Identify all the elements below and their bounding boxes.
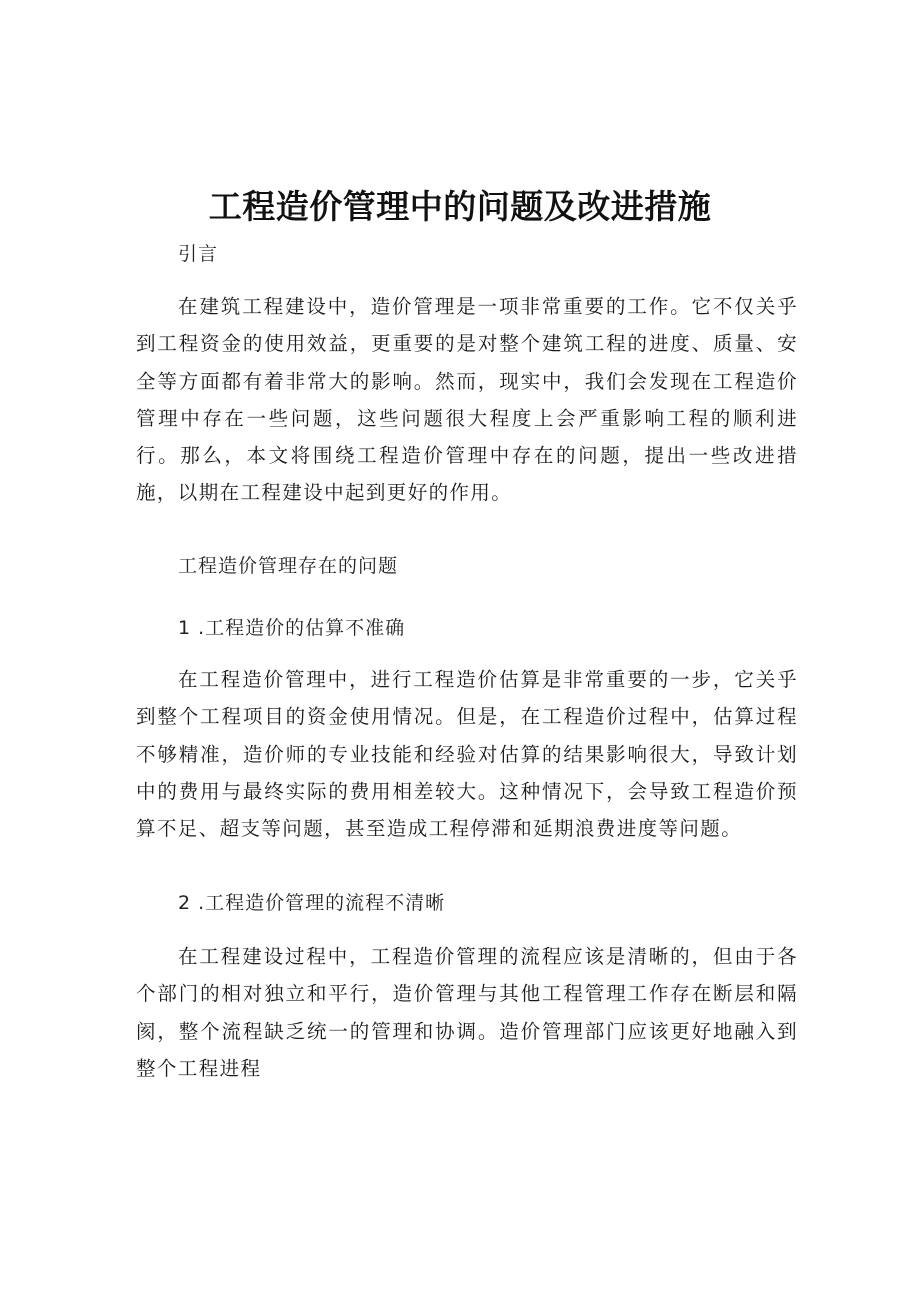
item-2-heading: 2 .工程造价管理的流程不清晰 xyxy=(178,892,446,914)
item-1-heading: 1 .工程造价的估算不准确 xyxy=(178,617,406,639)
section-heading: 工程造价管理存在的问题 xyxy=(178,555,399,577)
item-1-paragraph: 在工程造价管理中，进行工程造价估算是非常重要的一步，它关乎到整个工程项目的资金使用情况。但是，在工程造价过程中，估算过程不够精准，造价师的专业技能和经验对估算的结果影响很大，导致计划中的费用与最终实际的费用相差较大。这种情况下，会导致工程造价预算不足、超支等问题，甚至造成工程停滞和延期浪费进度等问题。 xyxy=(136,668,798,841)
intro-heading: 引言 xyxy=(178,243,219,265)
document-title: 工程造价管理中的问题及改进措施 xyxy=(208,187,712,226)
item-2-paragraph: 在工程建设过程中，工程造价管理的流程应该是清晰的，但由于各个部门的相对独立和平行，造价管理与其他工程管理工作存在断层和隔阂，整个流程缺乏统一的管理和协调。造价管理部门应该更好地融入到整个工程进程 xyxy=(136,945,798,1080)
intro-paragraph: 在建筑工程建设中，造价管理是一项非常重要的工作。它不仅关乎到工程资金的使用效益，更重要的是对整个建筑工程的进度、质量、安全等方面都有着非常大的影响。然而，现实中，我们会发现在工程造价管理中存在一些问题，这些问题很大程度上会严重影响工程的顺利进行。那么，本文将围绕工程造价管理中存在的问题，提出一些改进措施，以期在工程建设中起到更好的作用。 xyxy=(136,295,798,505)
